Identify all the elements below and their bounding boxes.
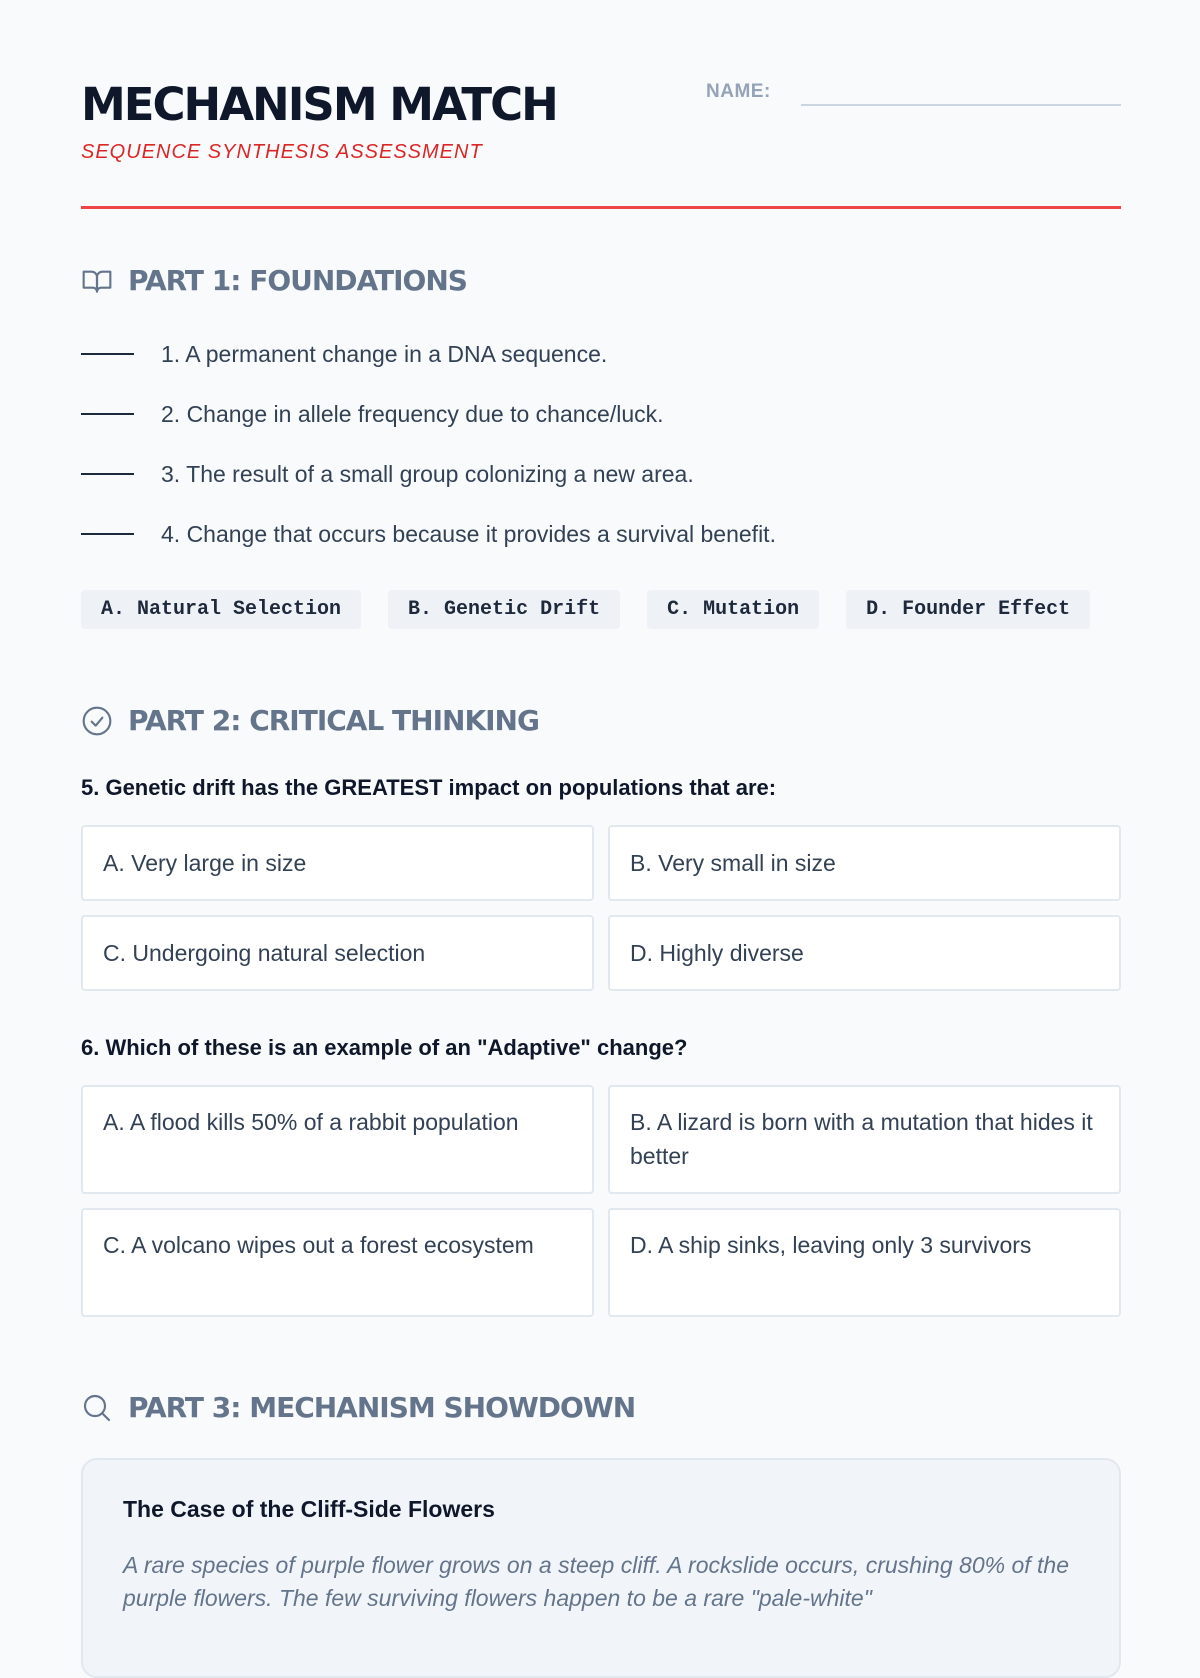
match-item-text: 2. Change in allele frequency due to chance/luck. <box>161 400 664 427</box>
name-label: NAME: <box>706 81 771 102</box>
word-bank-chip: C. Mutation <box>647 590 819 629</box>
part1-heading <box>81 264 467 297</box>
word-bank-chip: D. Founder Effect <box>846 590 1090 629</box>
q6-option-b[interactable]: B. A lizard is born with a mutation that hides it better <box>608 1085 1121 1194</box>
book-open-icon <box>81 265 113 297</box>
match-item-text: 4. Change that occurs because it provides a survival benefit. <box>161 520 776 547</box>
part2-heading <box>81 704 539 737</box>
header-divider <box>81 206 1121 209</box>
match-item <box>81 459 694 489</box>
part3-heading <box>81 1391 635 1424</box>
word-bank <box>81 590 1090 629</box>
q5-option-d[interactable]: D. Highly diverse <box>608 915 1121 991</box>
part2-title: PART 2: CRITICAL THINKING <box>128 704 539 737</box>
question-5-prompt: 5. Genetic drift has the GREATEST impact on populations that are: <box>81 775 777 800</box>
q5-option-b[interactable]: B. Very small in size <box>608 825 1121 901</box>
case-study-text: A rare species of purple flower grows on a steep cliff. A rockslide occurs, crushing 80% of the purple flowers. The few surviving flowers happen to be a rare "pale-white" <box>123 1552 1069 1611</box>
q6-option-d[interactable]: D. A ship sinks, leaving only 3 survivors <box>608 1208 1121 1317</box>
part3-title: PART 3: MECHANISM SHOWDOWN <box>128 1391 636 1424</box>
q6-option-c[interactable]: C. A volcano wipes out a forest ecosystem <box>81 1208 594 1317</box>
match-item-text: 3. The result of a small group colonizing a new area. <box>161 460 694 487</box>
q6-option-a[interactable]: A. A flood kills 50% of a rabbit population <box>81 1085 594 1194</box>
answer-blank[interactable] <box>81 533 134 535</box>
match-item <box>81 339 607 369</box>
name-field[interactable] <box>801 104 1121 106</box>
answer-blank[interactable] <box>81 473 134 475</box>
match-item <box>81 399 664 429</box>
match-item <box>81 519 776 549</box>
part1-title: PART 1: FOUNDATIONS <box>128 264 467 297</box>
question-6-prompt: 6. Which of these is an example of an "Adaptive" change? <box>81 1035 688 1060</box>
case-study-title: The Case of the Cliff-Side Flowers <box>123 1496 495 1522</box>
worksheet-subtitle: SEQUENCE SYNTHESIS ASSESSMENT <box>81 141 483 163</box>
word-bank-chip: B. Genetic Drift <box>388 590 620 629</box>
search-icon <box>81 1392 113 1424</box>
answer-blank[interactable] <box>81 413 134 415</box>
case-study-card <box>81 1458 1121 1678</box>
match-item-text: 1. A permanent change in a DNA sequence. <box>161 340 608 367</box>
q5-option-a[interactable]: A. Very large in size <box>81 825 594 901</box>
worksheet-title: MECHANISM MATCH <box>81 78 557 131</box>
word-bank-chip: A. Natural Selection <box>81 590 361 629</box>
check-circle-icon <box>81 705 113 737</box>
q5-option-c[interactable]: C. Undergoing natural selection <box>81 915 594 991</box>
answer-blank[interactable] <box>81 353 134 355</box>
